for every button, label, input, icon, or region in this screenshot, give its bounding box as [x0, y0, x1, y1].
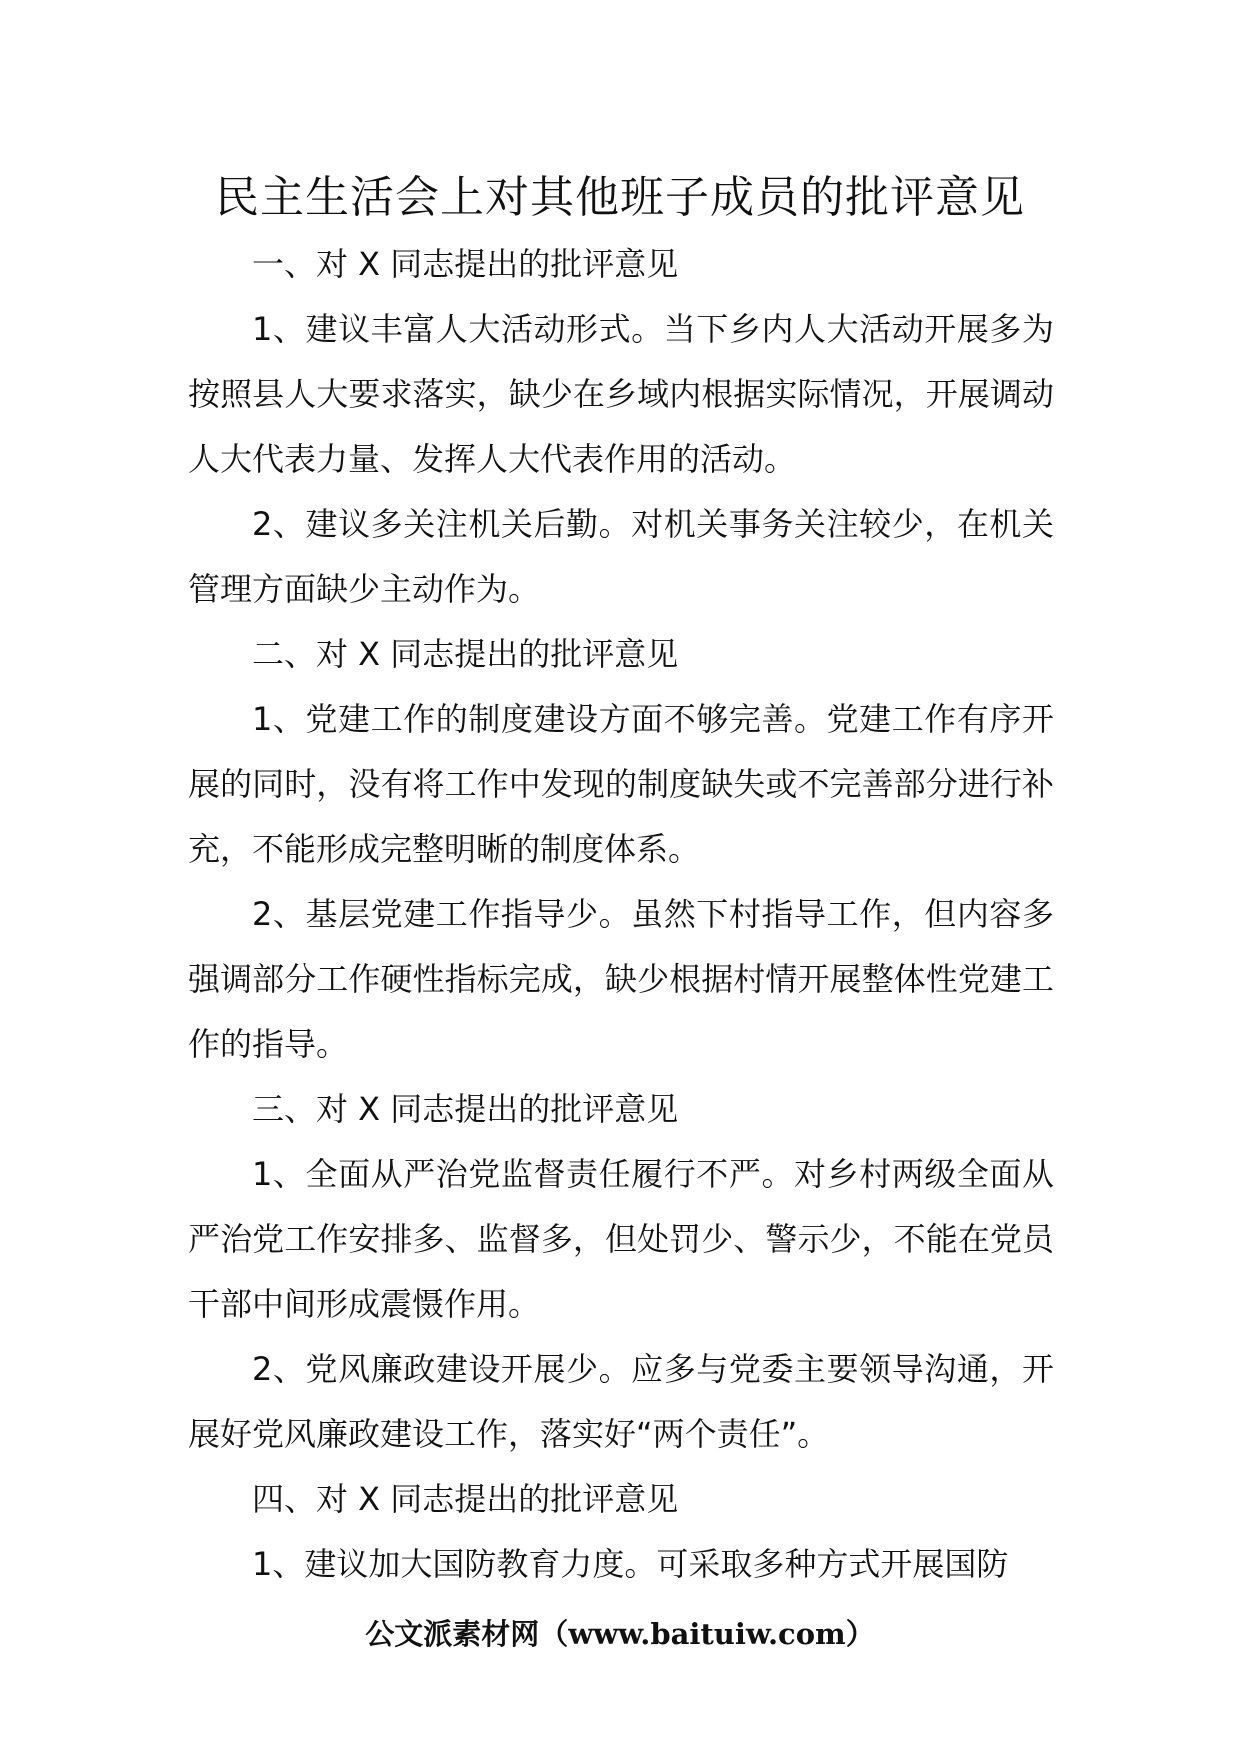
paragraph: 1、建议加大国防教育力度。可采取多种方式开展国防	[252, 1545, 1009, 1583]
document-title: 民主生活会上对其他班子成员的批评意见	[215, 172, 1025, 223]
document-body	[188, 232, 1054, 1597]
paragraph: 2、党风廉政建设开展少。应多与党委主要领导沟通，开展好党风廉政建设工作，落实好“两个责任”。	[188, 1350, 1054, 1453]
section-heading: 二、对 X 同志提出的批评意见	[252, 635, 679, 673]
paragraph: 1、建议丰富人大活动形式。当下乡内人大活动开展多为按照县人大要求落实，缺少在乡域内根据实际情况，开展调动人大代表力量、发挥人大代表作用的活动。	[188, 310, 1054, 478]
paragraph: 2、基层党建工作指导少。虽然下村指导工作，但内容多强调部分工作硬性指标完成，缺少根据村情开展整体性党建工作的指导。	[188, 895, 1054, 1063]
footer-watermark: 公文派素材网（www.baituiw.com）	[365, 1617, 875, 1651]
section-heading: 三、对 X 同志提出的批评意见	[252, 1090, 679, 1128]
section-heading: 四、对 X 同志提出的批评意见	[252, 1480, 679, 1518]
paragraph: 1、全面从严治党监督责任履行不严。对乡村两级全面从严治党工作安排多、监督多，但处罚少、警示少，不能在党员干部中间形成震慑作用。	[188, 1155, 1054, 1323]
section-heading: 一、对 X 同志提出的批评意见	[252, 245, 679, 283]
paragraph: 1、党建工作的制度建设方面不够完善。党建工作有序开展的同时，没有将工作中发现的制度缺失或不完善部分进行补充，不能形成完整明晰的制度体系。	[188, 700, 1054, 868]
paragraph: 2、建议多关注机关后勤。对机关事务关注较少，在机关管理方面缺少主动作为。	[188, 505, 1054, 608]
